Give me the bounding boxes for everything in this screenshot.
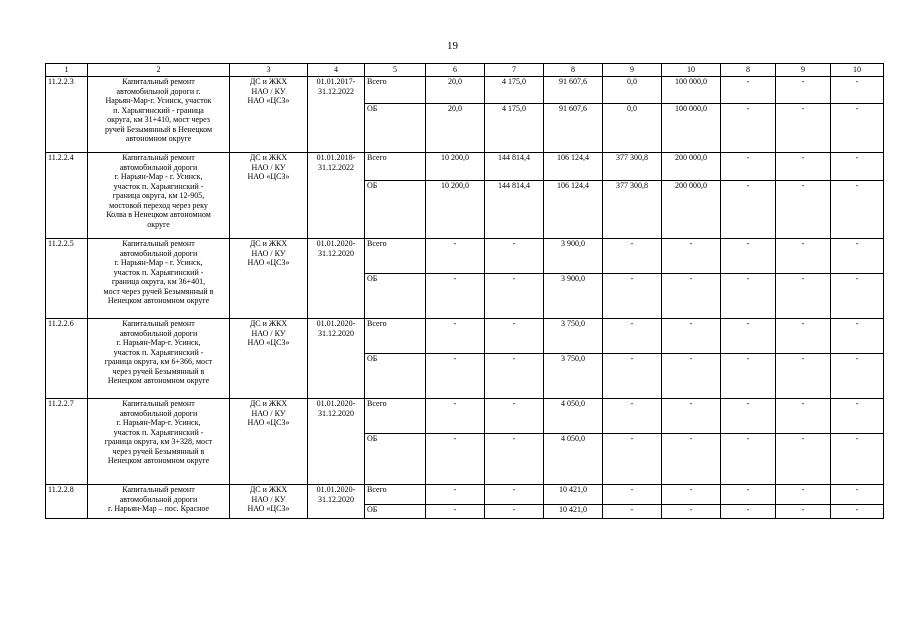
value-cell: 377 300,8 <box>603 153 662 181</box>
value-cell: - <box>603 485 662 505</box>
value-cell: 200 000,0 <box>662 153 721 181</box>
item-number: 11.2.2.6 <box>46 319 88 399</box>
value-cell: - <box>776 505 831 519</box>
value-cell: 3 750,0 <box>544 319 603 354</box>
funding-source: Всего <box>365 399 426 434</box>
item-executor: ДС и ЖКХ НАО / КУ НАО «ЦСЗ» <box>230 319 308 399</box>
item-number: 11.2.2.4 <box>46 153 88 239</box>
item-period: 01.01.2018- 31.12.2022 <box>308 153 365 239</box>
value-cell: - <box>426 239 485 274</box>
value-cell: - <box>603 274 662 319</box>
item-name: Капитальный ремонт автомобильной дороги г. Нарьян-Мар-г. Усинск, участок п. Харьягинский - граница округа, км 6+366, мост через ручей Безымянный в Ненецком автономном округе <box>88 319 230 399</box>
value-cell: - <box>721 104 776 153</box>
value-cell: 4 175,0 <box>485 77 544 104</box>
value-cell: 91 607,6 <box>544 77 603 104</box>
item-executor: ДС и ЖКХ НАО / КУ НАО «ЦСЗ» <box>230 153 308 239</box>
value-cell: 4 175,0 <box>485 104 544 153</box>
item-number: 11.2.2.3 <box>46 77 88 153</box>
value-cell: 200 000,0 <box>662 181 721 239</box>
value-cell: 106 124,4 <box>544 181 603 239</box>
value-cell: - <box>485 274 544 319</box>
header-cell: 10 <box>831 64 884 77</box>
item-executor: ДС и ЖКХ НАО / КУ НАО «ЦСЗ» <box>230 77 308 153</box>
value-cell: - <box>426 399 485 434</box>
item-period: 01.01.2020- 31.12.2020 <box>308 239 365 319</box>
value-cell: - <box>485 399 544 434</box>
value-cell: - <box>776 399 831 434</box>
value-cell: - <box>721 153 776 181</box>
item-name: Капитальный ремонт автомобильной дороги г. Нарьян-Мар-г. Усинск, участок п. Харьягинский - граница округа, км 3+328, мост через ручей Безымянный в Ненецком автономном округе <box>88 399 230 485</box>
value-cell: - <box>721 181 776 239</box>
header-cell: 8 <box>544 64 603 77</box>
value-cell: - <box>485 239 544 274</box>
table-body <box>46 64 884 519</box>
item-name: Капитальный ремонт автомобильной дороги г. Нарьян-Мар - г. Усинск, участок п. Харьягинский - граница округа, км 12-905, мостовой переход через реку Колва в Ненецком автономном округе <box>88 153 230 239</box>
value-cell: 144 814,4 <box>485 181 544 239</box>
value-cell: - <box>662 354 721 399</box>
value-cell: - <box>426 485 485 505</box>
header-row <box>46 64 884 77</box>
value-cell: - <box>776 239 831 274</box>
value-cell: 3 900,0 <box>544 274 603 319</box>
value-cell: - <box>485 319 544 354</box>
value-cell: - <box>603 399 662 434</box>
value-cell: - <box>662 485 721 505</box>
header-cell: 1 <box>46 64 88 77</box>
value-cell: - <box>776 104 831 153</box>
value-cell: - <box>776 354 831 399</box>
funding-source: Всего <box>365 239 426 274</box>
value-cell: - <box>776 485 831 505</box>
item-period: 01.01.2020- 31.12.2020 <box>308 485 365 519</box>
funding-source: Всего <box>365 153 426 181</box>
value-cell: 3 750,0 <box>544 354 603 399</box>
funding-source: Всего <box>365 319 426 354</box>
value-cell: - <box>603 239 662 274</box>
value-cell: 106 124,4 <box>544 153 603 181</box>
header-cell: 4 <box>308 64 365 77</box>
value-cell: - <box>426 354 485 399</box>
value-cell: - <box>721 399 776 434</box>
value-cell: - <box>831 505 884 519</box>
value-cell: - <box>603 505 662 519</box>
funding-source: Всего <box>365 485 426 505</box>
page-number: 19 <box>447 40 458 52</box>
value-cell: 10 421,0 <box>544 485 603 505</box>
value-cell: - <box>662 319 721 354</box>
value-cell: - <box>662 505 721 519</box>
value-cell: - <box>831 434 884 485</box>
header-cell: 7 <box>485 64 544 77</box>
item-executor: ДС и ЖКХ НАО / КУ НАО «ЦСЗ» <box>230 485 308 519</box>
table-row <box>46 485 884 505</box>
value-cell: - <box>662 434 721 485</box>
value-cell: - <box>662 274 721 319</box>
header-cell: 9 <box>776 64 831 77</box>
item-number: 11.2.2.5 <box>46 239 88 319</box>
header-cell: 6 <box>426 64 485 77</box>
table-row <box>46 77 884 104</box>
value-cell: - <box>721 319 776 354</box>
value-cell: - <box>426 505 485 519</box>
value-cell: - <box>831 153 884 181</box>
item-number: 11.2.2.8 <box>46 485 88 519</box>
funding-source: Всего <box>365 77 426 104</box>
funding-source: ОБ <box>365 181 426 239</box>
value-cell: - <box>831 274 884 319</box>
value-cell: 0,0 <box>603 104 662 153</box>
item-executor: ДС и ЖКХ НАО / КУ НАО «ЦСЗ» <box>230 399 308 485</box>
table-row <box>46 399 884 434</box>
value-cell: - <box>831 399 884 434</box>
value-cell: - <box>485 505 544 519</box>
value-cell: - <box>831 319 884 354</box>
table-row <box>46 239 884 274</box>
value-cell: 0,0 <box>603 77 662 104</box>
value-cell: 4 050,0 <box>544 399 603 434</box>
value-cell: - <box>721 354 776 399</box>
item-name: Капитальный ремонт автомобильной дороги г. Нарьян-Мар - г. Усинск, участок п. Харьягинский - граница округа, км 36+401, мост через ручей Безымянный в Ненецком автономном округе <box>88 239 230 319</box>
value-cell: 20,0 <box>426 77 485 104</box>
value-cell: 100 000,0 <box>662 77 721 104</box>
value-cell: 100 000,0 <box>662 104 721 153</box>
value-cell: 10 200,0 <box>426 153 485 181</box>
value-cell: 144 814,4 <box>485 153 544 181</box>
table-row <box>46 319 884 354</box>
value-cell: - <box>485 485 544 505</box>
value-cell: - <box>776 319 831 354</box>
table-row <box>46 153 884 181</box>
value-cell: - <box>831 485 884 505</box>
value-cell: - <box>831 181 884 239</box>
value-cell: - <box>831 104 884 153</box>
value-cell: - <box>721 77 776 104</box>
funding-source: ОБ <box>365 104 426 153</box>
header-cell: 5 <box>365 64 426 77</box>
value-cell: - <box>426 434 485 485</box>
funding-source: ОБ <box>365 354 426 399</box>
value-cell: 3 900,0 <box>544 239 603 274</box>
funding-source: ОБ <box>365 434 426 485</box>
value-cell: - <box>776 153 831 181</box>
value-cell: - <box>831 354 884 399</box>
item-name: Капитальный ремонт автомобильной дороги г. Нарьян-Мар – пос. Красное <box>88 485 230 519</box>
header-cell: 10 <box>662 64 721 77</box>
value-cell: - <box>721 505 776 519</box>
header-cell: 2 <box>88 64 230 77</box>
item-executor: ДС и ЖКХ НАО / КУ НАО «ЦСЗ» <box>230 239 308 319</box>
value-cell: - <box>603 354 662 399</box>
item-period: 01.01.2020- 31.12.2020 <box>308 399 365 485</box>
value-cell: - <box>603 434 662 485</box>
item-period: 01.01.2020- 31.12.2020 <box>308 319 365 399</box>
value-cell: - <box>426 319 485 354</box>
value-cell: - <box>485 354 544 399</box>
value-cell: - <box>721 485 776 505</box>
value-cell: - <box>776 274 831 319</box>
value-cell: - <box>776 181 831 239</box>
value-cell: - <box>485 434 544 485</box>
item-name: Капитальный ремонт автомобильной дороги г. Нарьян-Мар-г. Усинск, участок п. Харьягинский - граница округа, км 31+410, мост через ручей Безымянный в Ненецком автономном округе <box>88 77 230 153</box>
header-cell: 8 <box>721 64 776 77</box>
value-cell: 10 200,0 <box>426 181 485 239</box>
value-cell: - <box>776 434 831 485</box>
item-number: 11.2.2.7 <box>46 399 88 485</box>
value-cell: 91 607,6 <box>544 104 603 153</box>
program-table <box>45 63 884 519</box>
value-cell: - <box>831 239 884 274</box>
value-cell: - <box>721 239 776 274</box>
value-cell: - <box>662 399 721 434</box>
value-cell: - <box>831 77 884 104</box>
item-period: 01.01.2017- 31.12.2022 <box>308 77 365 153</box>
value-cell: - <box>426 274 485 319</box>
value-cell: - <box>662 239 721 274</box>
header-cell: 9 <box>603 64 662 77</box>
value-cell: 10 421,0 <box>544 505 603 519</box>
header-cell: 3 <box>230 64 308 77</box>
value-cell: - <box>603 319 662 354</box>
value-cell: - <box>721 434 776 485</box>
value-cell: 20,0 <box>426 104 485 153</box>
value-cell: - <box>776 77 831 104</box>
value-cell: 4 050,0 <box>544 434 603 485</box>
funding-source: ОБ <box>365 505 426 519</box>
value-cell: - <box>721 274 776 319</box>
value-cell: 377 300,8 <box>603 181 662 239</box>
funding-source: ОБ <box>365 274 426 319</box>
